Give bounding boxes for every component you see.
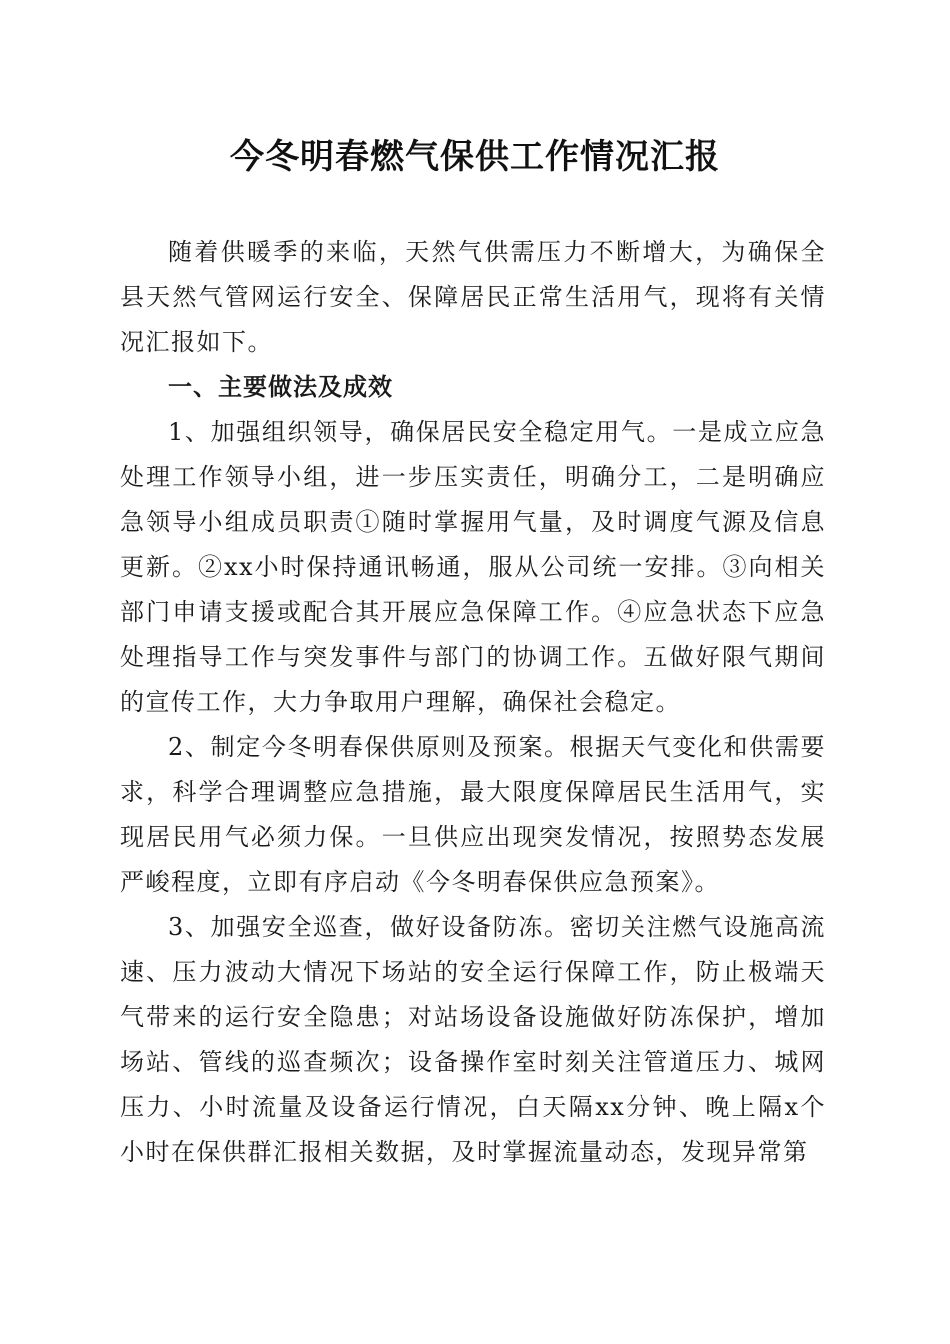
body-paragraph: 2、制定今冬明春保供原则及预案。根据天气变化和供需要求，科学合理调整应急措施，最大限度保障居民生活用气，实现居民用气必须力保。一旦供应出现突发情况，按照势态发展严峻程度，立即有序启动《今冬明春保供应急预案》。	[120, 733, 826, 896]
intro-paragraph: 随着供暖季的来临，天然气供需压力不断增大，为确保全县天然气管网运行安全、保障居民正常生活用气，现将有关情况汇报如下。	[120, 238, 826, 356]
document-body	[120, 230, 826, 1175]
body-paragraph: 1、加强组织领导，确保居民安全稳定用气。一是成立应急处理工作领导小组，进一步压实责任，明确分工，二是明确应急领导小组成员职责①随时掌握用气量，及时调度气源及信息更新。②xx小时保持通讯畅通，服从公司统一安排。③向相关部门申请支援或配合其开展应急保障工作。④应急状态下应急处理指导工作与突发事件与部门的协调工作。五做好限气期间的宣传工作，大力争取用户理解，确保社会稳定。	[120, 418, 826, 716]
body-paragraph: 3、加强安全巡查，做好设备防冻。密切关注燃气设施高流速、压力波动大情况下场站的安全运行保障工作，防止极端天气带来的运行安全隐患；对站场设备设施做好防冻保护，增加场站、管线的巡查频次；设备操作室时刻关注管道压力、城网压力、小时流量及设备运行情况，白天隔xx分钟、晚上隔x个小时在保供群汇报相关数据，及时掌握流量动态，发现异常第	[120, 913, 826, 1166]
section-heading: 一、主要做法及成效	[168, 373, 393, 401]
document-title: 今冬明春燃气保供工作情况汇报	[230, 137, 720, 177]
